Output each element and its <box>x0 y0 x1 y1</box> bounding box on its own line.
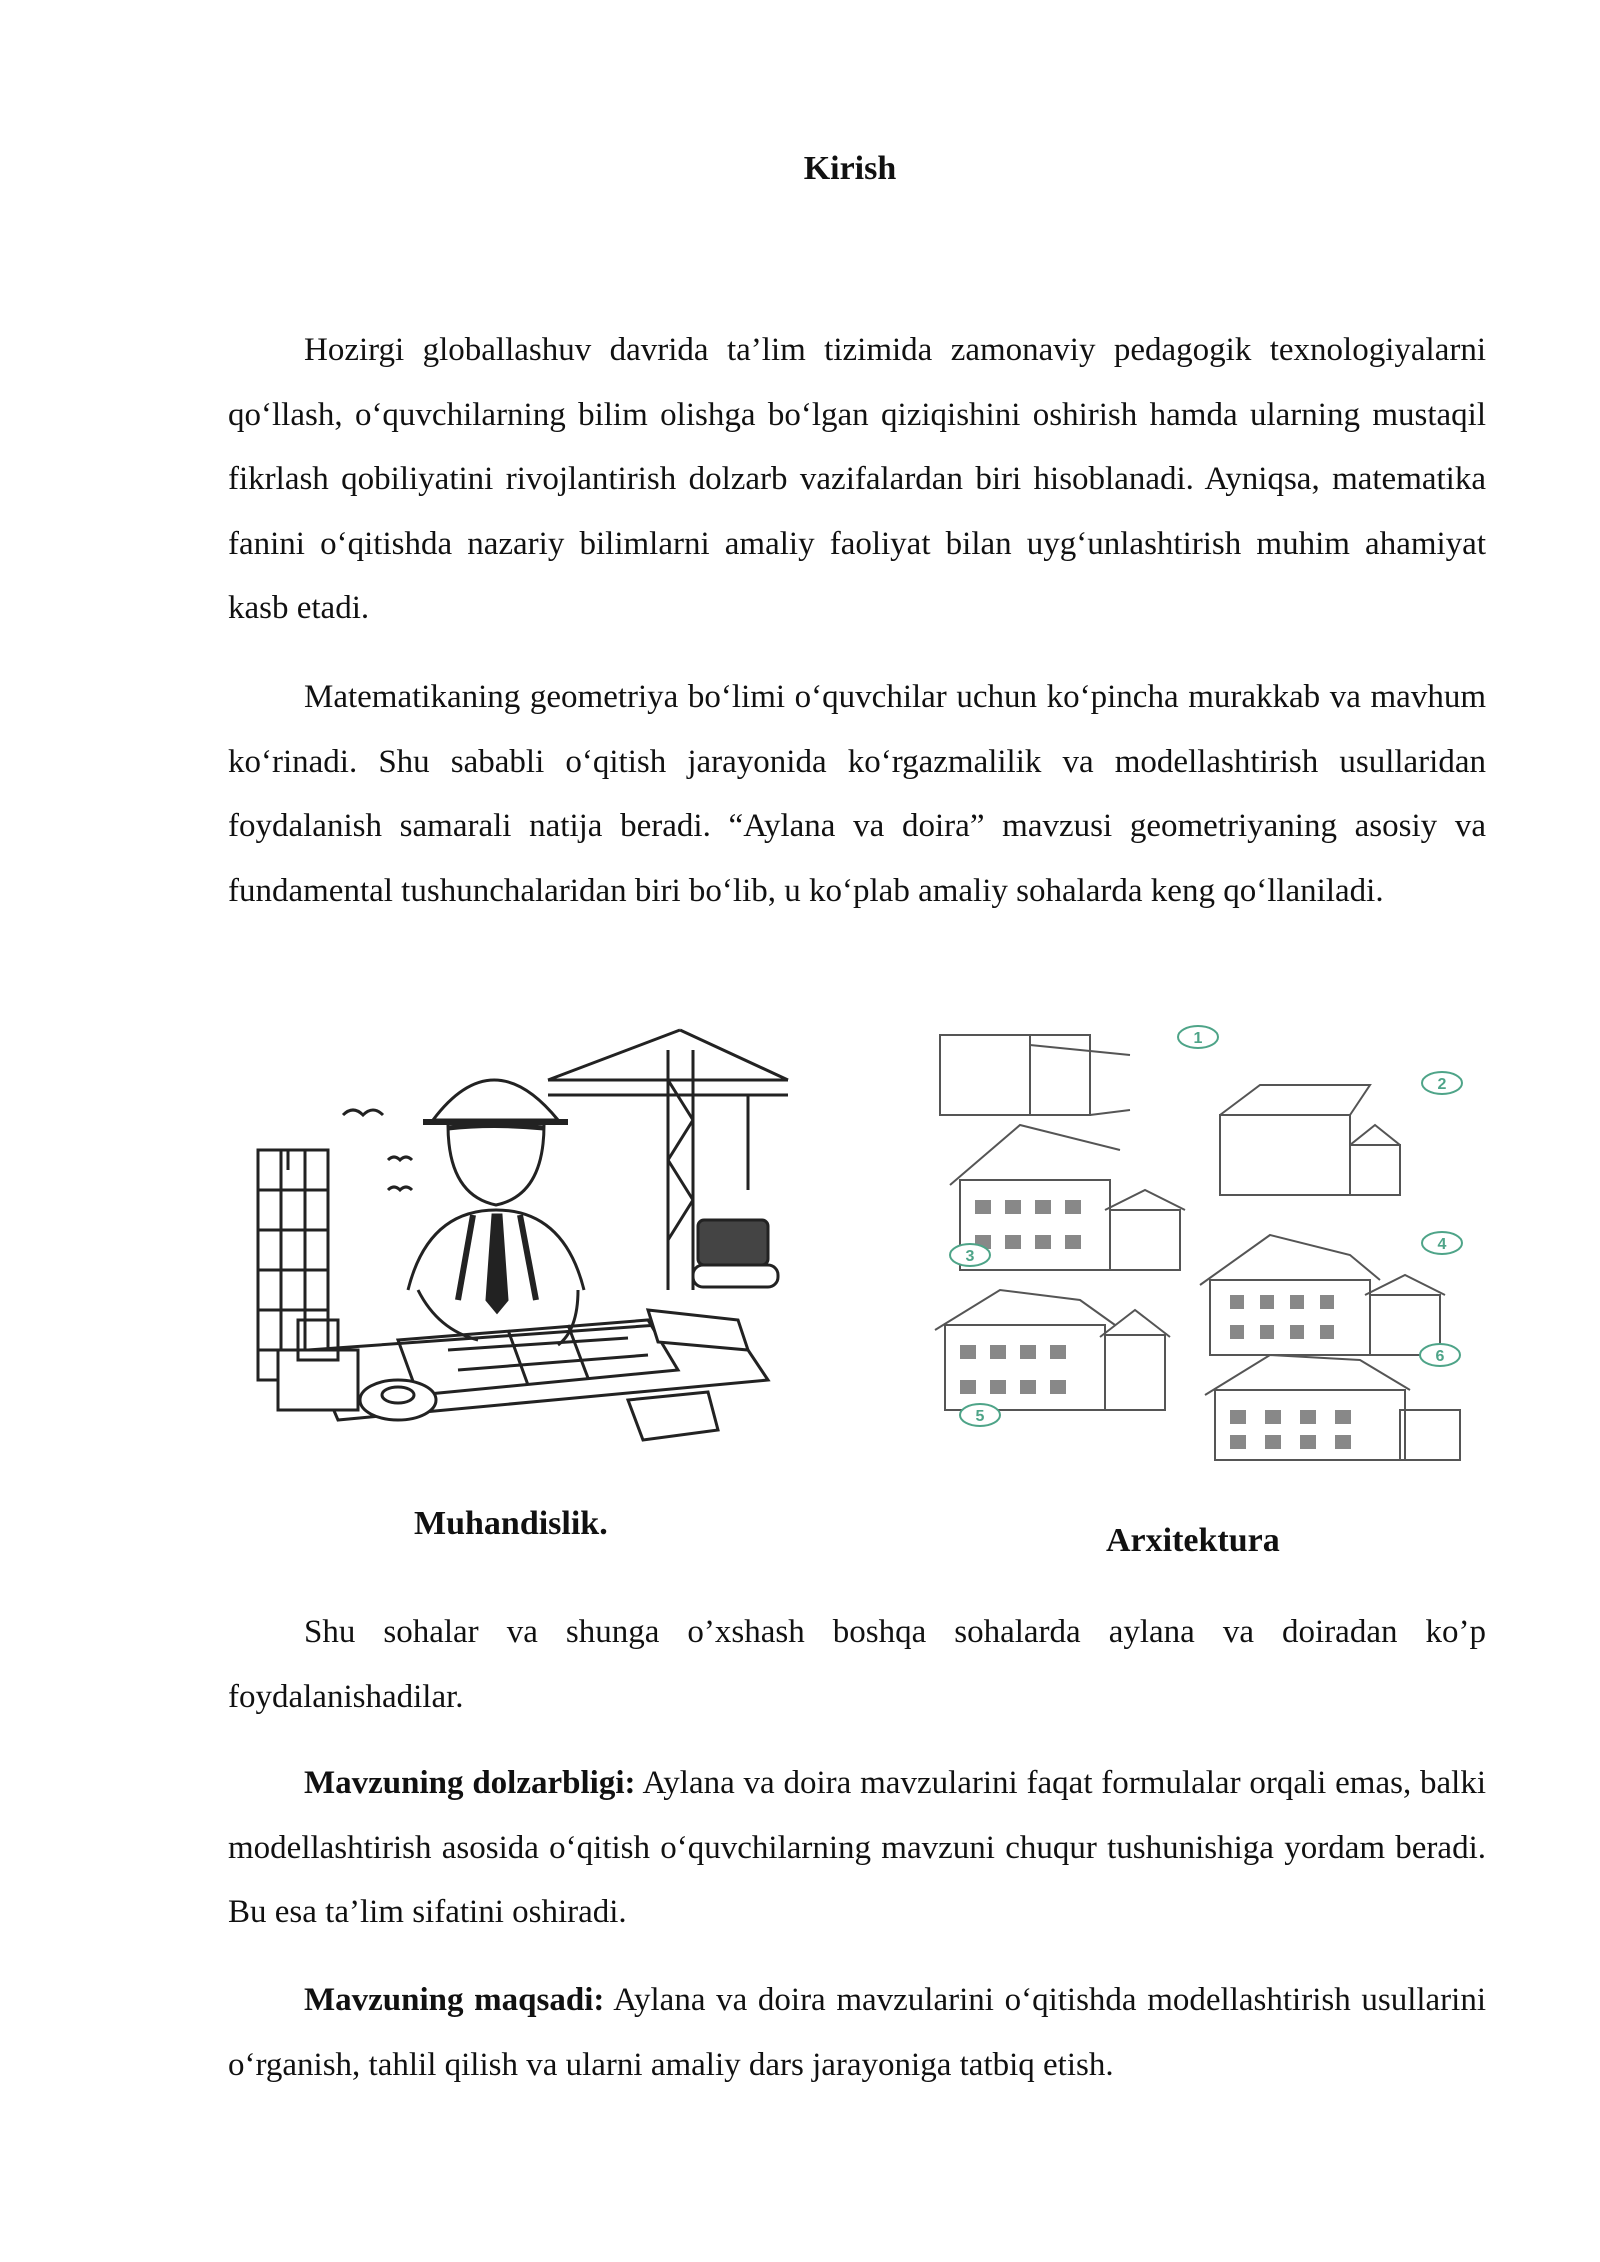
relevance-paragraph <box>228 1751 1486 1945</box>
step-number: 3 <box>965 1248 975 1265</box>
engineering-caption: Muhandislik. <box>414 1505 608 1542</box>
scaffold-icon <box>258 1150 328 1380</box>
goal-text: Aylana va doira mavzularini o‘qitishda modellashtirish usullarini o‘rganish, tahlil qilish va ularni amaliy dars jarayoniga tatbiq etish. <box>228 1982 1487 2083</box>
step-number: 1 <box>1193 1030 1203 1047</box>
step-number: 2 <box>1437 1076 1447 1093</box>
step-number: 5 <box>975 1408 985 1425</box>
page-title: Kirish <box>803 150 897 187</box>
goal-paragraph <box>228 1968 1486 2097</box>
step-number: 4 <box>1437 1236 1447 1253</box>
engineer-illustration <box>248 1020 790 1465</box>
goal-label: Mavzuning maqsadi: <box>304 1982 605 2018</box>
relevance-label: Mavzuning dolzarbligi: <box>304 1765 636 1801</box>
step-number: 6 <box>1435 1348 1445 1365</box>
fields-paragraph: Shu sohalar va shunga o’xshash boshqa sohalarda aylana va doiradan ko’p foydalanishadilar. <box>228 1614 1486 1715</box>
intro-paragraph-1: Hozirgi globallashuv davrida ta’lim tizimida zamonaviy pedagogik texnologiyalarni qo‘llash, o‘quvchilarning bilim olishga bo‘lgan qiziqishini oshirish hamda ularning mustaqil fikrlash qobiliyatini rivojlantirish dolzarb vazifalardan biri hisoblanadi. Ayniqsa, matematika fanini o‘qitishda nazariy bilimlarni amaliy faoliyat bilan uyg‘unlashtirish muhim ahamiyat kasb etadi. <box>228 332 1486 626</box>
architecture-caption: Arxitektura <box>1106 1522 1280 1559</box>
house-drawing-steps-illustration <box>930 1015 1490 1465</box>
relevance-text: Aylana va doira mavzularini faqat formulalar orqali emas, balki modellashtirish asosida o‘qitish o‘quvchilarning mavzuni chuqur tushunishiga yordam beradi. Bu esa ta’lim sifatini oshiradi. <box>228 1765 1487 1930</box>
intro-paragraph-2: Matematikaning geometriya bo‘limi o‘quvchilar uchun ko‘pincha murakkab va mavhum ko‘rinadi. Shu sababli o‘qitish jarayonida ko‘rgazmalilik va modellashtirish usullaridan foydalanish samarali natija beradi. “Aylana va doira” mavzusi geometriyaning asosiy va fundamental tushunchalaridan biri bo‘lib, u ko‘plab amaliy sohalarda keng qo‘llaniladi. <box>228 679 1486 909</box>
